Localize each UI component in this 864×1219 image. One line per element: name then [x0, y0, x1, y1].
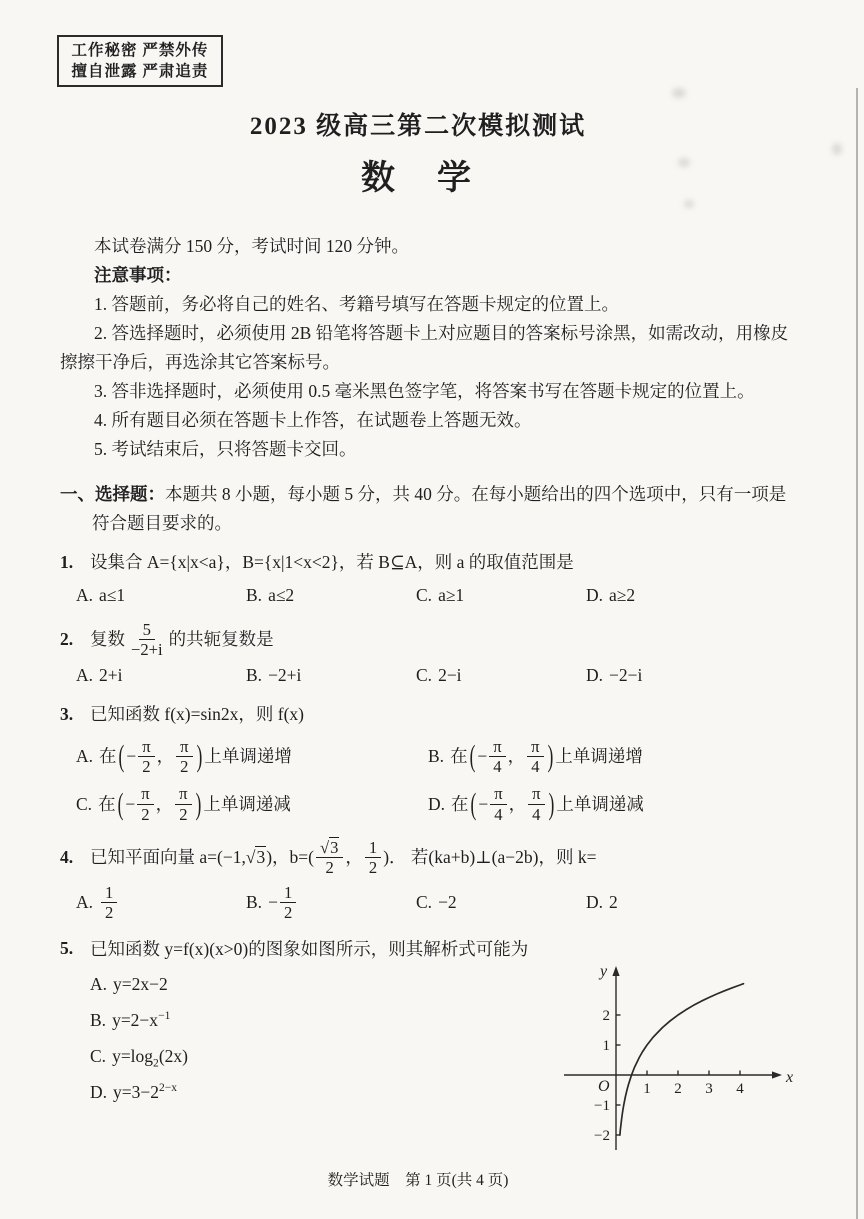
- radical: [320, 837, 339, 857]
- fraction: [175, 784, 191, 823]
- option-text: y=2−x: [112, 1010, 159, 1031]
- minus-sign: −: [268, 891, 278, 912]
- option-4d: [586, 883, 618, 922]
- option-text: 上单调递减: [203, 793, 291, 814]
- fraction-numerator: [316, 838, 343, 858]
- minus-sign: −: [125, 793, 136, 814]
- option-text: −2: [438, 891, 457, 912]
- option-label: A.: [76, 746, 94, 767]
- option-3b: [428, 737, 643, 776]
- close-paren: ): [196, 738, 203, 774]
- fraction-denominator: 4: [531, 757, 540, 777]
- option-text: y=log: [112, 1046, 154, 1067]
- fraction-numerator: π: [527, 737, 543, 757]
- fraction: [280, 883, 296, 922]
- section1-desc: 本题共 8 小题，每小题 5 分，共 40 分。在每小题给出的四个选项中，只有一项是符合题目要求的。: [92, 484, 787, 533]
- option-label: D.: [586, 665, 604, 686]
- radical-sign: √: [319, 837, 330, 857]
- question-2-text-post: 的共轭复数是: [168, 629, 274, 650]
- radical: [246, 843, 266, 872]
- notice-title: 注意事项：: [94, 265, 182, 285]
- option-text: 在: [98, 793, 116, 814]
- option-label: D.: [586, 891, 604, 912]
- option-text: 上单调递增: [555, 746, 643, 767]
- option-1a: [76, 581, 246, 610]
- question-1-options: [76, 581, 802, 610]
- scan-artifact: [678, 158, 690, 167]
- notice-item-4: 4. 所有题目必须在答题卡上作答，在试题卷上答题无效。: [94, 410, 532, 430]
- x-tick-3: 3: [705, 1081, 713, 1097]
- fraction-denominator: −2+i: [131, 640, 163, 660]
- option-2a: [76, 661, 246, 690]
- option-text: y=3−2: [113, 1082, 160, 1103]
- option-label: C.: [416, 891, 433, 912]
- fraction-denominator: 2: [368, 857, 378, 877]
- open-paren: (: [118, 738, 125, 774]
- option-text: 上单调递增: [204, 746, 292, 767]
- option-label: B.: [90, 1010, 107, 1031]
- question-5-number: 5.: [60, 938, 74, 959]
- question-1-text: 设集合 A={x|x<a}，B={x|1<x<2}，若 B⊆A，则 a 的取值范围是: [90, 552, 574, 572]
- stamp-line2: 擅自泄露 严肃追责: [71, 63, 209, 80]
- fraction-denominator: 4: [532, 804, 541, 824]
- option-label: B.: [246, 665, 263, 686]
- fraction-denominator: 2: [325, 857, 334, 877]
- fraction-numerator: π: [489, 737, 505, 757]
- option-label: D.: [90, 1082, 108, 1103]
- option-4a: [76, 883, 246, 922]
- fraction-numerator: π: [137, 784, 153, 804]
- fraction-numerator: π: [528, 784, 544, 804]
- option-label: C.: [416, 665, 433, 686]
- option-label: A.: [76, 665, 94, 686]
- subscript: 2: [153, 1057, 159, 1070]
- scan-artifact: [684, 200, 694, 208]
- scan-edge-line: [856, 88, 858, 1219]
- option-label: B.: [246, 585, 263, 605]
- question-4-text-post: )． 若(ka+b)⊥(a−2b)，则 k=: [383, 846, 597, 867]
- fraction-denominator: 2: [105, 902, 114, 922]
- question-3-options-row1: [76, 737, 802, 776]
- option-text: 在: [450, 746, 468, 767]
- close-paren: ): [548, 785, 555, 821]
- fraction-denominator: 2: [142, 757, 151, 777]
- fraction: [127, 620, 167, 659]
- x-axis-label: x: [786, 1069, 794, 1086]
- option-2b: [246, 661, 416, 690]
- radical-sign: √: [245, 846, 256, 867]
- notice-item-3: 3. 答非选择题时，必须使用 0.5 毫米黑色签字笔，将答案书写在答题卡规定的位置上。: [94, 381, 755, 401]
- fraction: [527, 737, 543, 776]
- fraction-denominator: 4: [493, 757, 502, 777]
- question-2-number: 2.: [60, 629, 74, 650]
- option-label: A.: [76, 891, 94, 912]
- option-text: −2−i: [609, 665, 643, 686]
- option-2d: [586, 661, 642, 690]
- option-text: 在: [99, 746, 117, 767]
- fraction-numerator: π: [175, 784, 191, 804]
- fraction: [176, 737, 192, 776]
- x-tick-4: 4: [736, 1081, 744, 1097]
- superscript: 2−x: [159, 1082, 178, 1095]
- comma: ，: [508, 793, 527, 814]
- open-paren: (: [469, 738, 476, 774]
- curve-log2-2x: [620, 984, 744, 1135]
- question-2-stem: [60, 620, 802, 659]
- close-paren: ): [195, 785, 202, 821]
- question-2-options: [76, 661, 802, 690]
- fraction-numerator: 1: [280, 883, 296, 903]
- fraction: [137, 784, 153, 823]
- question-1-stem: [60, 548, 802, 577]
- option-text: a≥1: [438, 585, 465, 605]
- option-label: A.: [76, 585, 94, 605]
- y-axis-label: y: [600, 963, 608, 980]
- option-4b: [246, 883, 416, 922]
- option-text: 2−i: [438, 665, 462, 686]
- page-footer: 数学试题 第 1 页(共 4 页): [327, 1172, 509, 1189]
- section1-label: 一、选择题：: [60, 484, 165, 504]
- fraction-numerator: π: [176, 737, 192, 757]
- option-1b: [246, 581, 416, 610]
- question-5-text: 已知函数 y=f(x)(x>0)的图象如图所示，则其解析式可能为: [90, 939, 529, 960]
- scan-artifact: [672, 88, 686, 98]
- question-4-text-pre: 已知平面向量 a=(−1,: [90, 846, 246, 867]
- confidentiality-stamp: [57, 35, 223, 87]
- option-1d: [586, 581, 635, 610]
- question-3-options-row2: [76, 784, 802, 823]
- notice-item-5: 5. 考试结束后，只将答题卡交回。: [94, 439, 357, 459]
- minus-sign: −: [477, 746, 488, 767]
- scan-artifact: [832, 143, 842, 155]
- fraction-denominator: 2: [179, 804, 188, 824]
- fraction-denominator: 2: [180, 757, 189, 777]
- exam-title: 2023 级高三第二次模拟测试: [249, 113, 587, 140]
- option-label: C.: [416, 585, 433, 605]
- fraction: [138, 737, 154, 776]
- question-4-number: 4.: [60, 846, 74, 867]
- close-paren: ): [547, 738, 554, 774]
- comma: ，: [156, 746, 175, 767]
- option-text: a≤2: [268, 585, 295, 605]
- fraction-numerator: π: [490, 784, 506, 804]
- option-text: y=2x−2: [113, 974, 168, 995]
- question-1-number: 1.: [60, 552, 74, 572]
- option-label: A.: [90, 974, 108, 995]
- notice-item-2: 2. 答选择题时，必须使用 2B 铅笔将答题卡上对应题目的答案标号涂黑，如需改动，用橡皮擦擦干净后，再选涂其它答案标号。: [60, 323, 789, 372]
- graph-labels: [594, 963, 793, 1144]
- question-4-text-mid: )，b=(: [266, 846, 314, 867]
- option-text: 2: [609, 891, 618, 912]
- open-paren: (: [470, 785, 477, 821]
- radicand: 3: [330, 837, 339, 857]
- minus-sign: −: [126, 746, 137, 767]
- option-label: D.: [586, 585, 604, 605]
- option-text: (2x): [158, 1046, 188, 1067]
- axes: [564, 974, 774, 1150]
- question-3-number: 3.: [60, 704, 74, 725]
- open-paren: (: [117, 785, 124, 821]
- minus-sign: −: [478, 793, 489, 814]
- fraction: [528, 784, 544, 823]
- option-text: a≤1: [99, 585, 126, 605]
- option-3d: [428, 784, 644, 823]
- option-label: B.: [428, 746, 445, 767]
- option-label: B.: [246, 891, 263, 912]
- y-tick-2: 2: [602, 1008, 610, 1024]
- x-tick-2: 2: [674, 1081, 682, 1097]
- question-4-stem: [60, 838, 802, 877]
- fraction-denominator: 4: [494, 804, 503, 824]
- fraction: [101, 883, 117, 922]
- comma: ，: [345, 846, 363, 867]
- option-text: −2+i: [268, 665, 302, 686]
- fraction: [365, 838, 381, 877]
- x-tick-1: 1: [643, 1081, 651, 1097]
- fraction-denominator: 2: [283, 902, 293, 922]
- fraction-denominator: 2: [141, 804, 150, 824]
- option-text: 2+i: [99, 665, 123, 686]
- exam-subject: 数 学: [361, 160, 475, 197]
- option-3c: [76, 784, 428, 823]
- option-label: D.: [428, 793, 446, 814]
- comma: ，: [507, 746, 526, 767]
- option-1c: [416, 581, 586, 610]
- y-tick-neg2: −2: [594, 1128, 610, 1144]
- fraction-numerator: 1: [101, 883, 117, 903]
- option-text: 在: [451, 793, 469, 814]
- radicand: 3: [256, 846, 266, 867]
- option-text: 上单调递减: [556, 793, 644, 814]
- origin-label: O: [598, 1078, 610, 1095]
- superscript: −1: [158, 1010, 171, 1023]
- section1-heading: [60, 480, 802, 538]
- fraction: [489, 737, 505, 776]
- fraction: [316, 838, 343, 877]
- option-text: a≥2: [609, 585, 636, 605]
- fraction: [490, 784, 506, 823]
- option-4c: [416, 883, 586, 922]
- fraction-numerator: 1: [365, 838, 381, 858]
- question-2-text-pre: 复数: [90, 629, 125, 650]
- question-3-text: 已知函数 f(x)=sin2x，则 f(x): [90, 704, 305, 725]
- fraction-numerator: 5: [139, 620, 155, 640]
- question-4-options: [76, 883, 802, 922]
- q5-function-graph: [560, 960, 860, 1166]
- stamp-line1: 工作秘密 严禁外传: [71, 42, 209, 59]
- fraction-numerator: π: [138, 737, 154, 757]
- option-label: C.: [76, 793, 93, 814]
- exam-summary: 本试卷满分 150 分，考试时间 120 分钟。: [94, 236, 409, 256]
- option-2c: [416, 661, 586, 690]
- question-3-stem: [60, 700, 802, 729]
- notice-item-1: 1. 答题前，务必将自己的姓名、考籍号填写在答题卡规定的位置上。: [94, 294, 619, 314]
- comma: ，: [155, 793, 174, 814]
- y-tick-neg1: −1: [594, 1098, 610, 1114]
- y-tick-1: 1: [602, 1038, 610, 1054]
- option-label: C.: [90, 1046, 107, 1067]
- option-3a: [76, 737, 428, 776]
